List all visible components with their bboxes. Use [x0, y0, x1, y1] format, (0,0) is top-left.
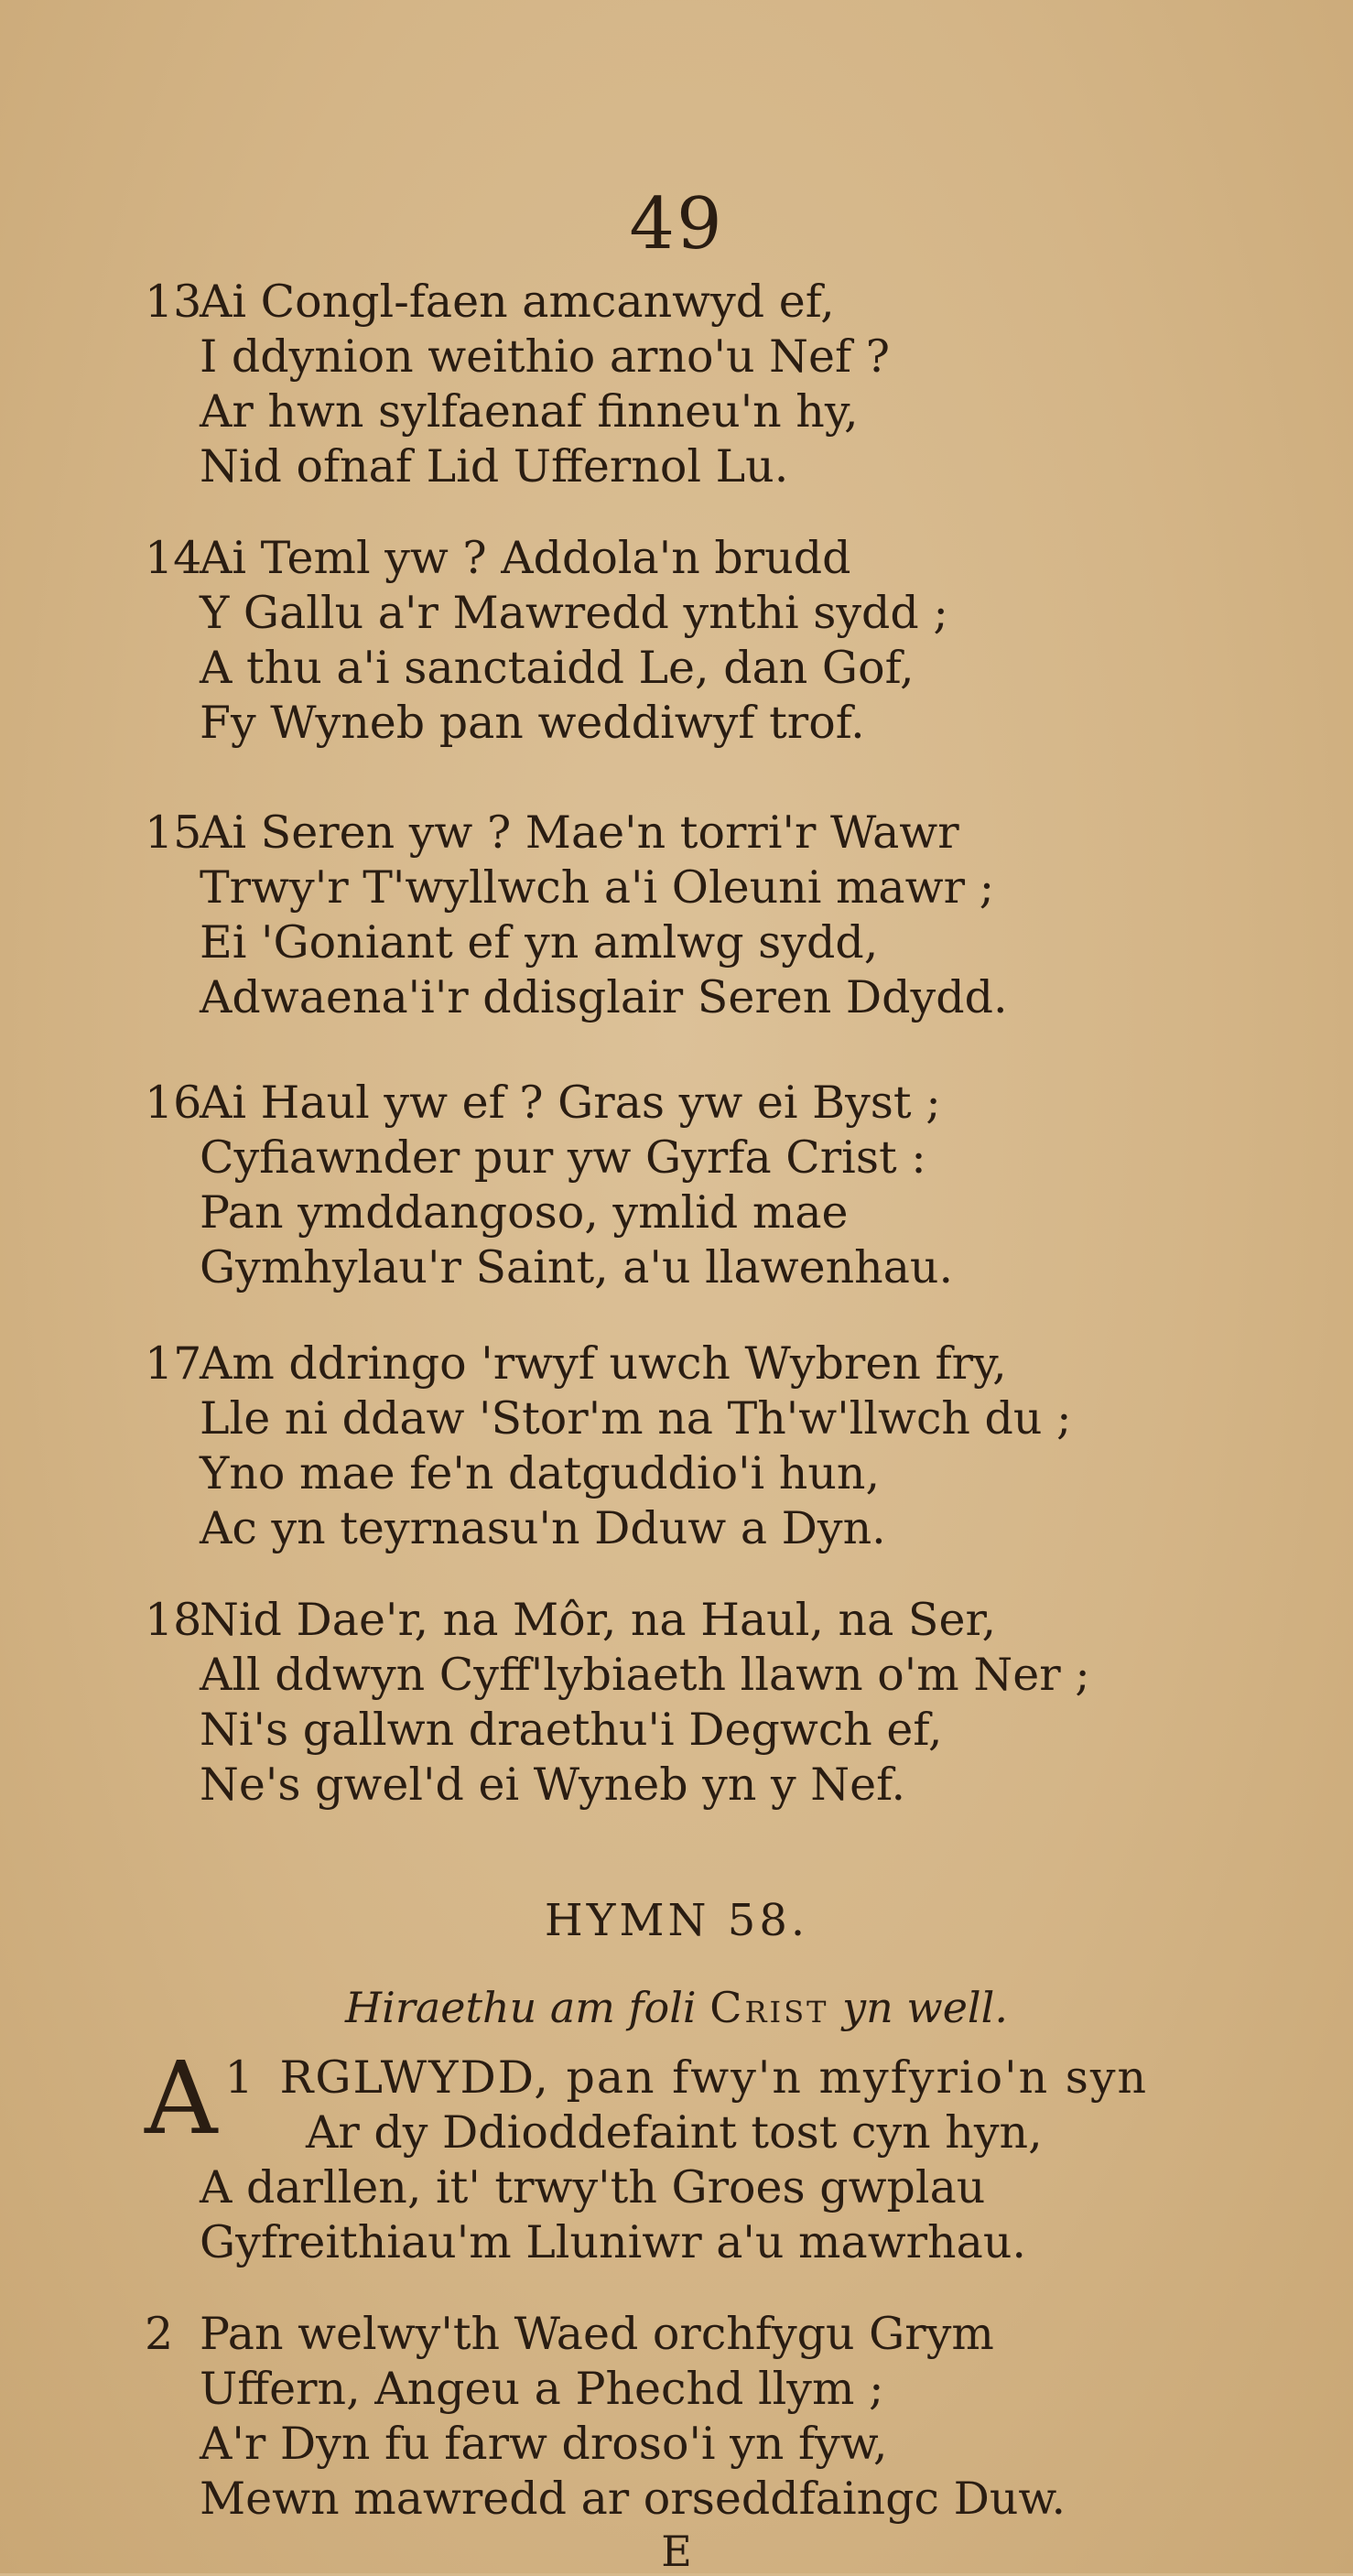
hymn-subtitle [0, 1983, 1353, 2032]
verse-number: 13 [145, 276, 202, 328]
signature-mark: E [661, 2527, 692, 2576]
verse-line: Nid Dae'r, na Môr, na Haul, na Ser, [200, 1594, 997, 1646]
verse-16 [145, 1076, 953, 1295]
verse-line: RGLWYDD, pan fwy'n myfyrio'n syn [279, 2051, 1149, 2104]
verse-line: Pan ymddangoso, ymlid mae [200, 1186, 849, 1239]
verse-15 [145, 806, 1008, 1025]
verse-line: All ddwyn Cyff'lybiaeth llawn o'm Ner ; [200, 1649, 1090, 1701]
verse-line: Ar dy Ddioddefaint tost cyn hyn, [306, 2106, 1043, 2159]
hymn-subtitle-name: Crist [709, 1983, 829, 2032]
verse-line: I ddynion weithio arno'u Nef ? [200, 330, 890, 383]
verse-line: Y Gallu a'r Mawredd ynthi sydd ; [200, 587, 948, 639]
verse-line: Fy Wyneb pan weddiwyf trof. [200, 697, 865, 749]
verse-line: Lle ni ddaw 'Stor'm na Th'w'llwch du ; [200, 1392, 1072, 1445]
verse-line: Ac yn teyrnasu'n Dduw a Dyn. [200, 1502, 886, 1554]
verse-13 [145, 275, 890, 494]
verse-line: Ne's gwel'd ei Wyneb yn y Nef. [200, 1759, 906, 1811]
verse-18 [145, 1593, 1090, 1813]
verse-line: Ni's gallwn draethu'i Degwch ef, [200, 1704, 943, 1756]
hymn-verse-2 [145, 2307, 1066, 2527]
verse-line: Uffern, Angeu a Phechd llym ; [200, 2363, 884, 2415]
verse-line: A darllen, it' trwy'th Groes gwplau [200, 2161, 986, 2213]
verse-line: Cyfiawnder pur yw Gyrfa Crist : [200, 1131, 926, 1184]
verse-line: Gyfreithiau'm Lluniwr a'u mawrhau. [200, 2216, 1026, 2268]
verse-line: Ai Seren yw ? Mae'n torri'r Wawr [200, 806, 959, 859]
page-number: 49 [629, 183, 724, 265]
verse-line: Mewn mawredd ar orseddfaingc Duw. [200, 2473, 1066, 2525]
verse-14 [145, 531, 948, 751]
verse-number: 18 [145, 1594, 202, 1646]
hymn-subtitle-pre: Hiraethu am foli [345, 1983, 697, 2032]
verse-line: A thu a'i sanctaidd Le, dan Gof, [200, 642, 915, 694]
verse-number: 15 [145, 806, 202, 859]
verse-line: Trwy'r T'wyllwch a'i Oleuni mawr ; [200, 861, 995, 914]
verse-number: 2 [145, 2308, 174, 2360]
verse-line: Yno mae fe'n datguddio'i hun, [200, 1447, 881, 1499]
verse-line: Ai Haul yw ef ? Gras yw ei Byst ; [200, 1077, 941, 1129]
drop-cap: A [145, 2040, 218, 2157]
verse-line: Nid ofnaf Lid Uffernol Lu. [200, 440, 789, 492]
verse-line: Gymhylau'r Saint, a'u llawenhau. [200, 1241, 954, 1293]
verse-line: Ar hwn sylfaenaf finneu'n hy, [200, 385, 859, 438]
verse-line: Ai Teml yw ? Addola'n brudd [200, 532, 851, 584]
verse-number: 17 [145, 1337, 202, 1390]
verse-number: 16 [145, 1077, 202, 1129]
verse-number: 1 [224, 2051, 254, 2104]
verse-line: A'r Dyn fu farw droso'i yn fyw, [200, 2418, 888, 2470]
hymn-subtitle-post: yn well. [842, 1983, 1008, 2032]
verse-line: Ai Congl-faen amcanwyd ef, [200, 276, 835, 328]
hymn-verse-1 [145, 2040, 1149, 2270]
verse-line: Pan welwy'th Waed orchfygu Grym [200, 2308, 994, 2360]
hymn-title: HYMN 58. [544, 1895, 809, 1946]
verse-line: Adwaena'i'r ddisglair Seren Ddydd. [200, 971, 1008, 1023]
verse-number: 14 [145, 532, 202, 584]
verse-line: Ei 'Goniant ef yn amlwg sydd, [200, 916, 879, 969]
verse-17 [145, 1337, 1072, 1556]
verse-line: Am ddringo 'rwyf uwch Wybren fry, [200, 1337, 1007, 1390]
